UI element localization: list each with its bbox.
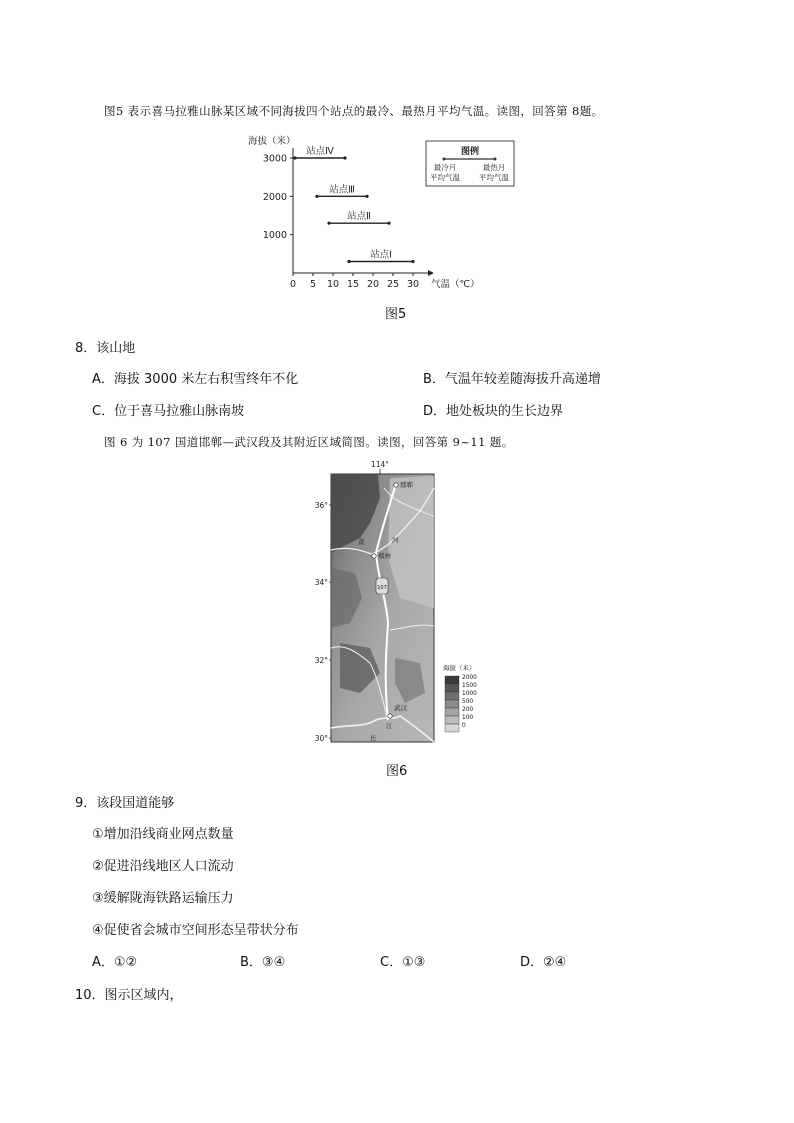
fig5-legend-title: 图例 <box>460 147 480 157</box>
fig5-ytick-label: 2000 <box>262 191 287 203</box>
fig6-river-chang-1: 长 <box>370 734 377 742</box>
fig6-legend-swatch <box>445 692 459 700</box>
fig6-map <box>300 458 480 748</box>
fig6-caption: 图6 <box>386 764 408 779</box>
fig6-city-zhengzhou: 郑州 <box>378 552 391 560</box>
fig5-legend-hottest-l1: 最热月 <box>482 163 506 172</box>
fig5-legend-coldest-l2: 平均气温 <box>430 173 460 182</box>
fig5-station-hottest-point <box>387 222 390 225</box>
fig6-legend-swatch <box>445 684 459 692</box>
q9-option-a[interactable]: A．①② <box>92 955 138 970</box>
fig6-lat-36: 36° <box>314 501 328 510</box>
q9-stem: 9．该段国道能够 <box>75 796 175 811</box>
fig6-river-chang-2: 江 <box>386 722 393 730</box>
fig6-lat-30: 30° <box>314 734 328 743</box>
fig5-legend-coldest-l1: 最冷月 <box>433 163 457 172</box>
fig5-station-coldest-point <box>347 260 350 263</box>
fig6-city-wuhan: 武汉 <box>394 704 407 712</box>
fig5-xtick-label: 20 <box>366 279 380 290</box>
fig6-intro: 图 6 为 107 国道邯郸—武汉段及其附近区域简图。读图，回答第 9~11 题。 <box>104 435 514 449</box>
fig5-legend-hot-dot <box>494 158 497 161</box>
q9-option-d[interactable]: D．②④ <box>520 955 567 970</box>
q8-option-d[interactable]: D．地处板块的生长边界 <box>423 404 564 419</box>
q9-statement-4: ④促使省会城市空间形态呈带状分布 <box>92 923 299 938</box>
fig5-xtick-label: 15 <box>346 279 360 290</box>
fig5-xlabel: 气温（℃） <box>431 279 480 290</box>
fig6-legend-swatch <box>445 708 459 716</box>
fig5-station-label: 站点Ⅰ <box>370 249 392 261</box>
fig5-xtick-label: 10 <box>326 279 340 290</box>
q9-option-c[interactable]: C．①③ <box>380 955 426 970</box>
fig6-legend-swatch <box>445 724 459 732</box>
q8-option-b[interactable]: B．气温年较差随海拔升高递增 <box>423 372 601 387</box>
fig5-station-hottest-point <box>343 156 346 159</box>
q9-statement-2: ②促进沿线地区人口流动 <box>92 859 234 874</box>
fig5-xtick-label: 5 <box>309 279 317 290</box>
fig6-lon-label: 114° <box>370 460 390 469</box>
fig6-legend-label: 2000 <box>462 675 477 681</box>
fig5-station-coldest-point <box>315 195 318 198</box>
fig5-legend-cold-dot <box>443 158 446 161</box>
q9-statement-1: ①增加沿线商业网点数量 <box>92 827 234 842</box>
fig5-station-label: 站点Ⅲ <box>329 184 355 196</box>
fig6-legend-title: 海拔（米） <box>443 664 476 672</box>
fig5-intro: 图5 表示喜马拉雅山脉某区域不同海拔四个站点的最冷、最热月平均气温。读图，回答第 8题。 <box>104 104 604 118</box>
fig5-xtick-label: 0 <box>289 279 297 290</box>
fig5-legend-hottest-l2: 平均气温 <box>479 173 509 182</box>
q8-option-c[interactable]: C．位于喜马拉雅山脉南坡 <box>92 404 245 419</box>
fig5-station-hottest-point <box>411 260 414 263</box>
fig6-city-wuhan-dot <box>388 714 392 718</box>
fig6-river-huang-1: 黄 <box>358 538 365 546</box>
q8-stem: 8．该山地 <box>75 341 136 356</box>
fig6-legend-label: 200 <box>462 707 474 713</box>
fig5-xtick-label: 30 <box>406 279 420 290</box>
fig5-xtick-label: 25 <box>386 279 400 290</box>
fig5-station-coldest-point <box>293 156 296 159</box>
fig5-ytick-label: 1000 <box>262 230 287 242</box>
q9-option-b[interactable]: B．③④ <box>240 955 286 970</box>
fig6-legend-swatch <box>445 700 459 708</box>
fig6-legend-label: 500 <box>462 699 474 705</box>
fig6-legend-swatch <box>445 676 459 684</box>
fig6-lat-32: 32° <box>314 656 328 665</box>
fig6-lat-labels <box>315 501 331 743</box>
fig5-station-coldest-point <box>327 222 330 225</box>
fig5-caption: 图5 <box>385 307 407 322</box>
fig6-lat-34: 34° <box>314 578 328 587</box>
fig6-legend-swatch <box>445 716 459 724</box>
fig5-x-arrow <box>428 270 434 276</box>
fig6-city-handan: 邯郸 <box>400 481 413 489</box>
q9-statement-3: ③缓解陇海铁路运输压力 <box>92 891 234 906</box>
fig5-station-label: 站点Ⅳ <box>306 146 334 157</box>
fig6-city-handan-dot <box>394 483 398 487</box>
fig5-ylabel: 海拔（米） <box>248 136 296 147</box>
fig6-legend-label: 1500 <box>462 683 477 689</box>
fig5-chart <box>240 128 530 296</box>
fig6-river-huang-2: 河 <box>392 536 399 544</box>
fig6-legend-label: 100 <box>462 715 474 721</box>
fig6-legend-label: 1000 <box>462 691 477 697</box>
fig6-road-label: 107 <box>377 585 387 591</box>
q10-stem: 10．图示区域内， <box>75 988 183 1003</box>
q8-option-a[interactable]: A．海拔 3000 米左右积雪终年不化 <box>92 372 299 387</box>
fig5-station-label: 站点Ⅱ <box>347 211 371 223</box>
fig6-city-zhengzhou-dot <box>372 554 376 558</box>
fig5-station-hottest-point <box>365 195 368 198</box>
fig6-legend-label: 0 <box>462 723 466 729</box>
fig5-ytick-label: 3000 <box>262 153 287 165</box>
